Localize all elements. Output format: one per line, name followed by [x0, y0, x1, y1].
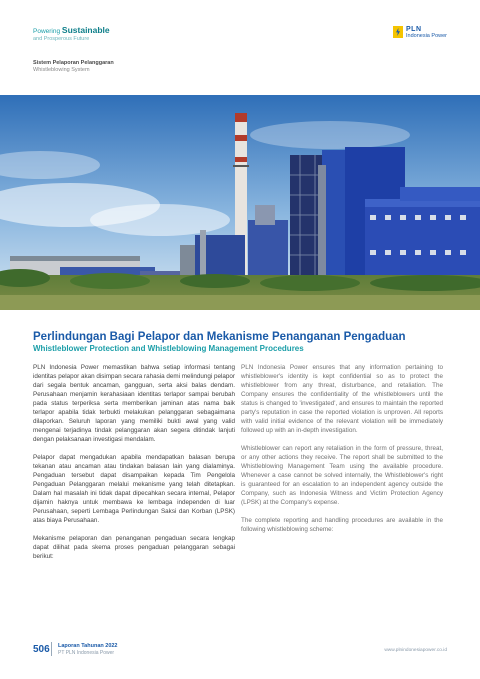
logo-sub: Indonesia Power [406, 33, 447, 39]
logo-name: PLN [406, 26, 422, 33]
paragraph: The complete reporting and handling procedures are available in the following whistleblowing scheme: [241, 517, 443, 533]
pln-logo [393, 26, 447, 40]
paragraph: PLN Indonesia Power memastikan bahwa setiap informasi tentang identitas pelapor akan disimpan secara rahasia demi melindungi pelapor dari segala bentuk ancaman, gangguan, serta aksi balas dendam. Perusahaan menjamin kerahasiaan identitas terlapor sampai berubah pada status terperiksa serta memberikan jaminan atas nama baik terlapor apabila tidak terbukti melakukan pelanggaran sebagaimana dilaporkan. Seluruh laporan yang memiliki bukti awal yang valid mengenai terjadinya tindak pelanggaran akan segera ditindak lanjuti dengan pelaksanaan investigasi mendalam. [33, 364, 235, 443]
report-company: PT PLN Indonesia Power [58, 650, 115, 656]
section-heading [33, 330, 453, 354]
power-plant-photo [0, 95, 480, 310]
paragraph: Pelapor dapat mengadukan apabila mendapatkan balasan berupa tekanan atau ancaman atau tindakan balasan lain yang dialaminya. Pengaduan tersebut dapat disampaikan kepada Tim Pengelola Pengaduan Pelanggaran melalui mekanisme yang telah ditetapkan. Dalam hal masalah ini tidak dapat dipecahkan secara internal, Pelapor dijamin haknya untuk membawa ke lembaga independen di luar Perusahaan, seperti Lembaga Perlindungan Saksi dan Korban (LPSK) atas biaya Perusahaan. [33, 454, 235, 524]
paragraph: Mekanisme pelaporan dan penanganan pengaduan secara lengkap dapat dilihat pada skema proses pengaduan pelanggaran sebagai berikut: [33, 535, 235, 560]
tagline-prefix: Powering [33, 28, 61, 35]
tagline [33, 26, 447, 43]
tagline-bold: Sustainable [61, 25, 110, 35]
section-title-id: Sistem Pelaporan Pelanggaran [33, 60, 114, 66]
heading-title: Perlindungan Bagi Pelapor dan Mekanisme Penanganan Pengaduan [33, 331, 406, 343]
paragraph: PLN Indonesia Power ensures that any information pertaining to whistleblower's identity is kept confidential so as to protect the whistleblower from any threat, disturbance, and retaliation. The Company ensures the confidentiality of the whistleblowers until the status is changed to 'investigated', and ensures to maintain the reported party's reputation in case the reported violation is unproven. All reports with valid initial evidence of the relevant violation will be immediately followed up with an in-depth investigation. [241, 364, 443, 434]
pln-logo-icon [393, 26, 403, 38]
footer-divider [51, 642, 52, 656]
paragraph: Whistleblower can report any retaliation in the form of pressure, threat, or any other actions they receive. The report shall be submitted to the Whistleblowing Management Team using the available procedure. Whenever a case cannot be solved internally, the Whistleblower's right is guaranteed for an escalation to an independent agency outside the Company, such as Indonesia Witness and Victim Protection Agency (LPSK) at the Company's expense. [241, 445, 443, 506]
page-footer [33, 640, 447, 660]
body-column-indonesian [33, 363, 235, 570]
website-link[interactable]: www.plnindonesiapower.co.id [384, 648, 447, 653]
heading-subtitle: Whistleblower Protection and Whistleblowing Management Procedures [33, 344, 304, 353]
page-header [33, 26, 447, 46]
section-title-en: Whistleblowing System [33, 67, 90, 73]
report-title: Laporan Tahunan 2022 [58, 643, 118, 649]
page-number: 506 [33, 644, 50, 655]
section-label [33, 60, 114, 74]
body-column-english [241, 363, 443, 543]
tagline-line2: and Prosperous Future [33, 36, 90, 42]
report-info [58, 643, 118, 656]
